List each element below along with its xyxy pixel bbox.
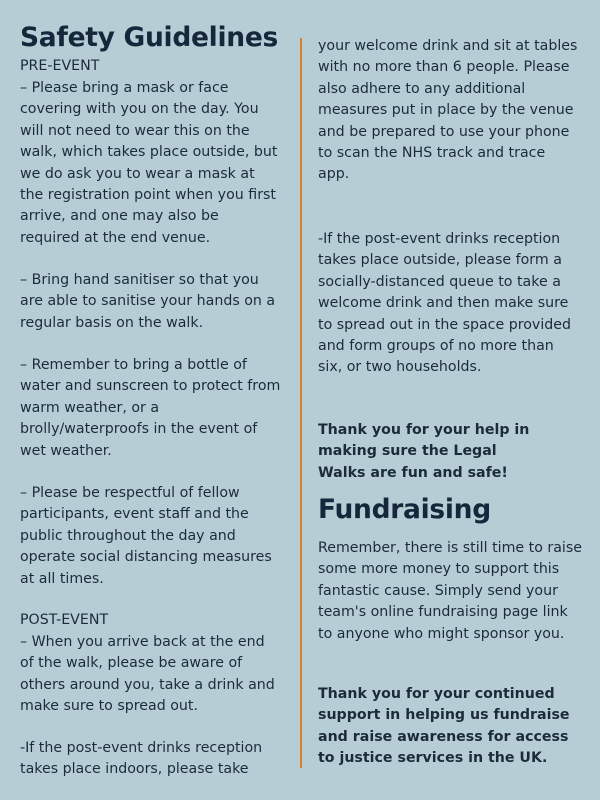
thanks-fundraising-text: Thank you for your continued support in helping us fundraise and raise awareness for access to justice services in the UK. xyxy=(318,686,570,767)
pre-event-label: PRE-EVENT xyxy=(20,58,100,74)
post-event-item-indoors: -If the post-event drinks reception takes place indoors, please take xyxy=(20,740,263,778)
column-divider xyxy=(300,38,302,768)
post-event-label: POST-EVENT xyxy=(20,612,109,628)
pre-event-item-water: – Remember to bring a bottle of water and sunscreen to protect from warm weather, or a brolly/waterproofs in the event of wet weather. xyxy=(20,357,281,459)
post-event-item-outside: -If the post-event drinks reception takes place outside, please form a socially-distanced queue to take a welcome drink and then make sure to spread out in the space provided and form groups of no more than six, or two households. xyxy=(318,231,572,376)
pre-event-item-mask: – Please bring a mask or face covering with you on the day. You will not need to wear this on the walk, which takes place outside, but we do ask you to wear a mask at the registration point when you first arrive, and one may also be required at the end venue. xyxy=(20,80,278,246)
thanks-safety-text: Thank you for your help in making sure the Legal Walks are fun and safe! xyxy=(318,422,530,481)
fundraising-text: Remember, there is still time to raise some more money to support this fantastic cause. Simply send your team's online fundraising page link to anyone who might sponsor you. xyxy=(318,540,582,642)
pre-event-item-sanitiser: – Bring hand sanitiser so that you are able to sanitise your hands on a regular basis on the walk. xyxy=(20,272,276,331)
pre-event-item-respect: – Please be respectful of fellow participants, event staff and the public throughout the day and operate social distancing measures at all times. xyxy=(20,485,272,587)
post-event-item-arrive: – When you arrive back at the end of the walk, please be aware of others around you, take a drink and make sure to spread out. xyxy=(20,634,275,715)
fundraising-heading: Fundraising xyxy=(318,494,491,525)
post-event-item-indoors-continued: your welcome drink and sit at tables with no more than 6 people. Please also adhere to any additional measures put in place by the venue and be prepared to use your phone to scan the NHS track and trace app. xyxy=(318,38,578,183)
page-title: Safety Guidelines xyxy=(20,22,278,53)
